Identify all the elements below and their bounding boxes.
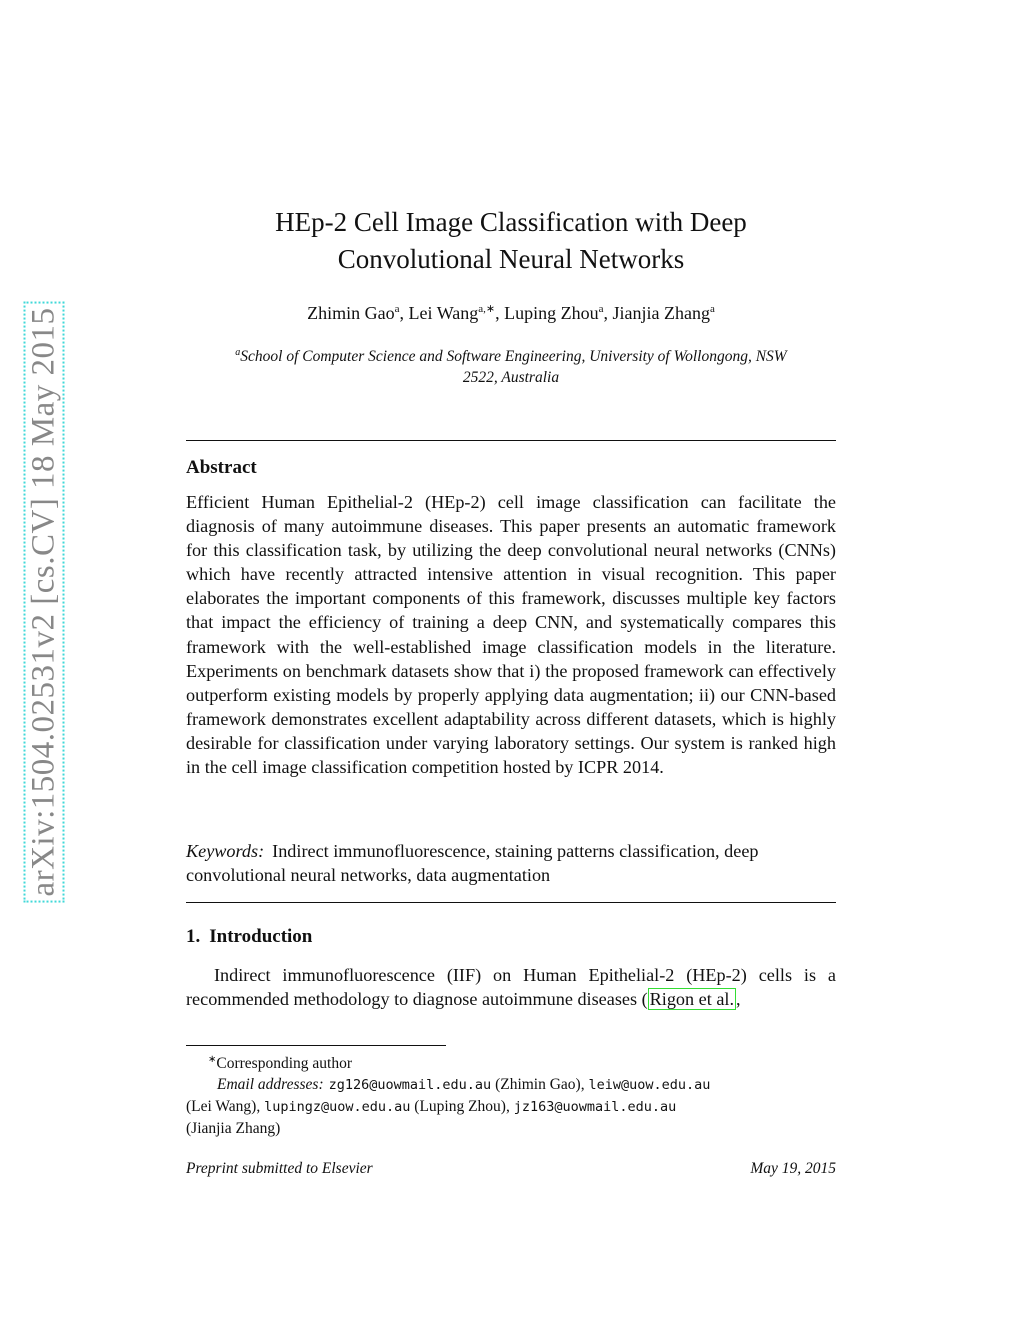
footnote-mark: ∗	[208, 1054, 217, 1065]
arxiv-identifier-stamp[interactable]: arXiv:1504.02531v2 [cs.CV] 18 May 2015	[24, 301, 65, 902]
email-footnote	[186, 1074, 836, 1139]
title-line-1: HEp-2 Cell Image Classification with Deep	[275, 207, 747, 237]
keywords	[186, 839, 836, 887]
email-owner: (Luping Zhou),	[414, 1098, 510, 1116]
title-line-2: Convolutional Neural Networks	[337, 244, 685, 274]
affiliation-mark: a	[235, 347, 241, 358]
affiliation	[186, 342, 836, 388]
author-affiliation-mark: a	[394, 303, 400, 315]
author-name: Luping Zhou	[504, 303, 599, 323]
keywords-label: Keywords:	[186, 841, 265, 861]
affiliation-line-2: 2522, Australia	[462, 369, 560, 387]
corresponding-author-text: Corresponding author	[216, 1055, 352, 1073]
abstract-top-rule	[186, 440, 836, 441]
author-name: Lei Wang	[408, 303, 479, 323]
footnote-rule	[186, 1045, 446, 1046]
email-address[interactable]: leiw@uow.edu.au	[588, 1077, 711, 1094]
author-affiliation-mark: a,∗	[478, 303, 496, 315]
footer-date: May 19, 2015	[750, 1160, 836, 1177]
abstract-text: Efficient Human Epithelial-2 (HEp-2) cell image classification can facilitate the diagnosis of many autoimmune diseases. This paper presents an automatic framework for this classification task, by utilizing the deep convolutional neural networks (CNNs) which have recently attracted intensive attention in visual recognition. This paper elaborates the important components of this framework, discusses multiple key factors that impact the efficiency of training a deep CNN, and systematically compares this framework with the well-established image classification models in the literature. Experiments on benchmark datasets show that i) the proposed framework can effectively outperform existing models by properly applying data augmentation; ii) our CNN-based framework demonstrates excellent adaptability across different datasets, which is highly desirable for classification under varying laboratory settings. Our system is ranked high in the cell image classification competition hosted by ICPR 2014.	[186, 492, 836, 778]
email-address[interactable]: zg126@uowmail.edu.au	[328, 1077, 492, 1094]
paper-title	[186, 204, 836, 278]
author-affiliation-mark: a	[709, 303, 715, 315]
intro-text-end: ,	[736, 989, 741, 1010]
abstract-heading: Abstract	[186, 457, 257, 478]
corresponding-author-footnote	[186, 1049, 836, 1074]
section-number: 1.	[186, 926, 201, 947]
email-address[interactable]: jz163@uowmail.edu.au	[513, 1099, 677, 1116]
author-list: Zhimin Gao$^a$, Lei Wang$^{a,∗}$, Luping Zhou$^a$, Jianjia Zhang$^a$	[307, 303, 715, 323]
email-owner: (Jianjia Zhang)	[186, 1120, 281, 1138]
section-heading-introduction	[186, 926, 312, 948]
section-title: Introduction	[209, 926, 313, 947]
abstract-bottom-rule	[186, 902, 836, 903]
email-owner: (Lei Wang),	[186, 1098, 261, 1116]
affiliation-line-1: School of Computer Science and Software Engineering, University of Wollongong, NSW	[240, 348, 787, 366]
footnotes	[186, 1049, 836, 1139]
author-name: Zhimin Gao	[307, 303, 395, 323]
email-address[interactable]: lupingz@uow.edu.au	[264, 1099, 411, 1116]
keywords-text: Indirect immunofluorescence, staining patterns classification, deep convolutional neural networks, data augmentation	[186, 841, 759, 886]
footer-preprint-note: Preprint submitted to Elsevier	[186, 1160, 373, 1177]
author-affiliation-mark: a	[598, 303, 604, 315]
citation-link[interactable]: Rigon et al.	[649, 989, 735, 1010]
intro-text: Indirect immunofluorescence (IIF) on Human Epithelial-2 (HEp-2) cells is a recommended methodology to diagnose autoimmune diseases (	[186, 965, 836, 1010]
author-name: Jianjia Zhang	[612, 303, 710, 323]
email-label: Email addresses:	[217, 1076, 324, 1094]
introduction-paragraph	[186, 963, 836, 1011]
email-owner: (Zhimin Gao),	[495, 1076, 585, 1094]
